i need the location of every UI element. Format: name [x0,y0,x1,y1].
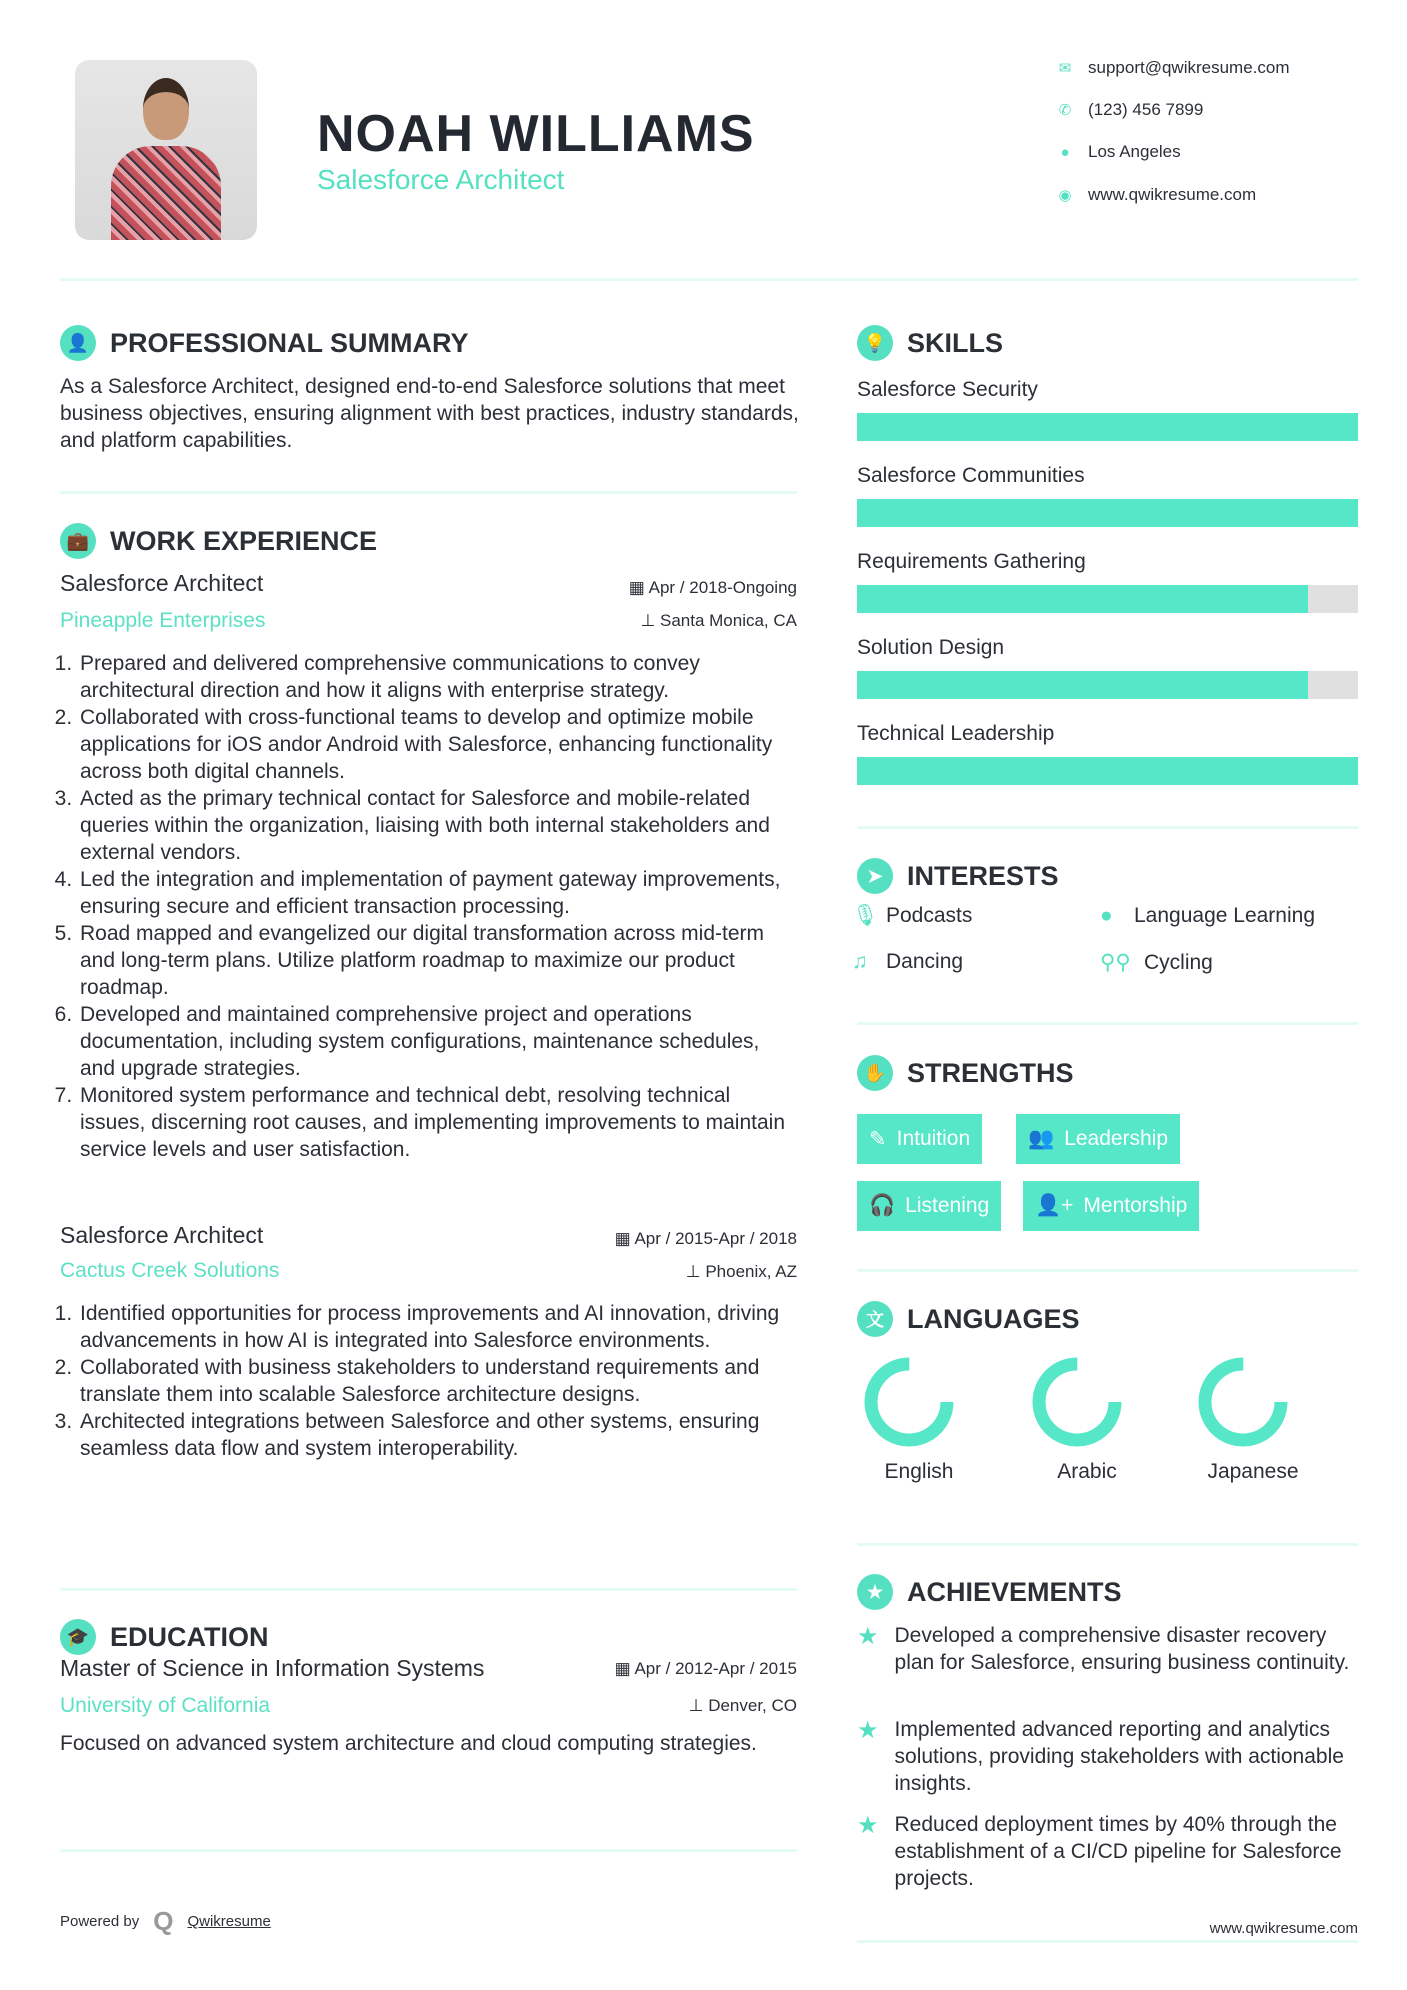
skill-label: Technical Leadership [857,722,1055,745]
language-ring [859,1352,959,1452]
strengths-heading: ✋ STRENGTHS [857,1055,1074,1091]
skill-label: Salesforce Communities [857,464,1085,487]
interest-item: ⚲⚲ Cycling [1100,950,1213,974]
powered-by: Powered by Q Qwikresume [60,1906,271,1936]
job-dates: ▦ Apr / 2018-Ongoing [628,578,797,597]
divider [857,1543,1358,1546]
contact-email[interactable]: ✉ support@qwikresume.com [1056,58,1290,78]
interest-item: 🎙 Podcasts [852,904,973,927]
list-item: 7. Monitored system performance and technical debt, resolving technical issues, discerning root causes, and implementing improvements to maintain service levels and user satisfaction. [78,1082,800,1163]
pin-icon: ⊥ [640,611,660,630]
hand-icon: ✋ [857,1055,893,1091]
strength-tag: 👤+ Mentorship [1023,1181,1199,1231]
skill-bar [857,757,1358,785]
skill-bar-fill [857,671,1308,699]
contact-phone: ✆ (123) 456 7899 [1056,100,1203,120]
job-dates: ▦ Apr / 2015-Apr / 2018 [614,1229,797,1248]
degree: Master of Science in Information Systems [60,1655,485,1681]
language-ring [1193,1352,1293,1452]
list-item: 2. Collaborated with cross-functional teams to develop and optimize mobile applications for iOS andor Android with Salesforce, enhancing functionality across both digital channels. [78,704,800,785]
user-plus-icon: 👤+ [1035,1194,1074,1217]
briefcase-icon: 💼 [60,523,96,559]
list-item: 1. Prepared and delivered comprehensive communications to convey architectural direction and how it aligns with enterprise strategy. [78,650,800,704]
skill-bar-fill [857,585,1308,613]
calendar-icon: ▦ [614,1229,635,1248]
phone-icon: ✆ [1058,102,1072,119]
skill-bar [857,413,1358,441]
skill-bar-fill [857,413,1358,441]
divider [60,491,797,494]
skill-label: Solution Design [857,636,1005,659]
interest-item: ● Language Learning [1100,904,1316,927]
achievement-item: ★ Developed a comprehensive disaster recovery plan for Salesforce, ensuring business continuity. [857,1623,1350,1674]
job-title: Salesforce Architect [60,1222,264,1248]
headphones-icon: 🎧 [869,1194,896,1217]
language-label: Japanese [1207,1460,1299,1483]
skill-bar [857,499,1358,527]
language-label: English [884,1460,954,1483]
star-icon: ★ [857,1812,879,1839]
achievements-heading: ★ ACHIEVEMENTS [857,1574,1122,1610]
list-item: 5. Road mapped and evangelized our digital transformation across mid-term and long-term plans. Utilize platform roadmap to maximize our product roadmap. [78,920,800,1001]
interests-heading: ➤ INTERESTS [857,858,1059,894]
globe-icon: ◉ [1058,187,1072,204]
skill-label: Requirements Gathering [857,550,1086,573]
graduation-cap-icon: 🎓 [60,1619,96,1655]
skill-bar-fill [857,499,1358,527]
skill-bar [857,585,1358,613]
summary-text: As a Salesforce Architect, designed end-to-end Salesforce solutions that meet business objectives, ensuring alignment with best practices, industry standards, and platform capabilities. [60,375,799,452]
profile-photo [75,60,257,240]
school-name: University of California [60,1694,271,1717]
job-location: ⊥ Phoenix, AZ [685,1262,797,1281]
music-note-icon: ♫ [852,950,868,973]
user-icon: 👤 [60,325,96,361]
contact-website[interactable]: ◉ www.qwikresume.com [1056,185,1256,205]
education-location: ⊥ Denver, CO [688,1696,797,1715]
candidate-name: NOAH WILLIAMS [317,105,755,163]
language-ring-arc [1205,1364,1281,1440]
language-label: Arabic [1057,1460,1117,1483]
list-item: 3. Acted as the primary technical contact for Salesforce and mobile-related queries within the organization, liaising with both internal stakeholders and external vendors. [78,785,800,866]
globe-icon: ● [1100,904,1113,927]
list-item: 4. Led the integration and implementation of payment gateway improvements, ensuring secure and efficient transaction processing. [78,866,800,920]
achievement-item: ★ Implemented advanced reporting and analytics solutions, providing stakeholders with actionable insights. [857,1717,1344,1795]
work-heading: 💼 WORK EXPERIENCE [60,523,377,559]
skill-label: Salesforce Security [857,378,1038,401]
job-bullets [60,650,800,1163]
magic-wand-icon: ✎ [869,1127,887,1151]
calendar-icon: ▦ [614,1659,635,1678]
list-item: 3. Architected integrations between Salesforce and other systems, ensuring seamless data flow and system interoperability. [78,1408,800,1462]
divider [857,1022,1358,1025]
bicycle-icon: ⚲⚲ [1100,951,1131,974]
list-item: 2. Collaborated with business stakeholders to understand requirements and translate them into scalable Salesforce architecture designs. [78,1354,800,1408]
divider [60,1849,797,1852]
skill-bar-fill [857,757,1358,785]
company-name: Pineapple Enterprises [60,609,266,632]
star-icon: ★ [857,1623,879,1650]
footer-website[interactable]: www.qwikresume.com [1209,1920,1358,1937]
pin-icon: ⊥ [685,1262,706,1281]
map-pin-icon: ● [1060,143,1070,161]
divider [857,1940,1358,1943]
qwikresume-link[interactable]: Qwikresume [187,1913,271,1930]
job-location: ⊥ Santa Monica, CA [640,611,797,630]
star-badge-icon: ★ [857,1574,893,1610]
languages-heading: 文 LANGUAGES [857,1301,1080,1337]
calendar-icon: ▦ [628,578,649,597]
language-ring-arc [1039,1364,1115,1440]
strength-tag: 👥 Leadership [1016,1114,1180,1164]
achievement-item: ★ Reduced deployment times by 40% through the establishment of a CI/CD pipeline for Salesforce projects. [857,1812,1342,1890]
divider [857,826,1358,829]
summary-heading: 👤 PROFESSIONAL SUMMARY [60,325,469,361]
interest-item: ♫ Dancing [852,950,964,973]
list-item: 6. Developed and maintained comprehensive project and operations documentation, including system configurations, maintenance schedules, and upgrade strategies. [78,1001,800,1082]
candidate-title: Salesforce Architect [317,164,565,195]
education-text: Focused on advanced system architecture and cloud computing strategies. [60,1732,757,1755]
strength-tag: 🎧 Listening [857,1181,1001,1231]
contact-location: ● Los Angeles [1056,142,1181,162]
strength-tag: ✎ Intuition [857,1114,982,1164]
microphone-icon: 🎙 [852,904,879,927]
language-ring [1027,1352,1127,1452]
skill-bar [857,671,1358,699]
job-title: Salesforce Architect [60,570,264,596]
skills-heading: 💡 SKILLS [857,325,1003,361]
paper-plane-icon: ➤ [857,858,893,894]
company-name: Cactus Creek Solutions [60,1259,280,1282]
language-ring-arc [871,1364,947,1440]
envelope-icon: ✉ [1058,60,1072,77]
lightbulb-icon: 💡 [857,325,893,361]
pin-icon: ⊥ [688,1696,709,1715]
divider [60,1588,797,1591]
header-divider [60,278,1358,281]
education-heading: 🎓 EDUCATION [60,1619,269,1655]
list-item: 1. Identified opportunities for process improvements and AI innovation, driving advancements in how AI is integrated into Salesforce environments. [78,1300,800,1354]
divider [857,1269,1358,1272]
language-icon: 文 [857,1301,893,1337]
education-dates: ▦ Apr / 2012-Apr / 2015 [614,1659,797,1678]
users-icon: 👥 [1028,1127,1055,1150]
qwikresume-logo-icon: Q [153,1906,174,1936]
job-bullets [60,1300,800,1462]
star-icon: ★ [857,1717,879,1744]
